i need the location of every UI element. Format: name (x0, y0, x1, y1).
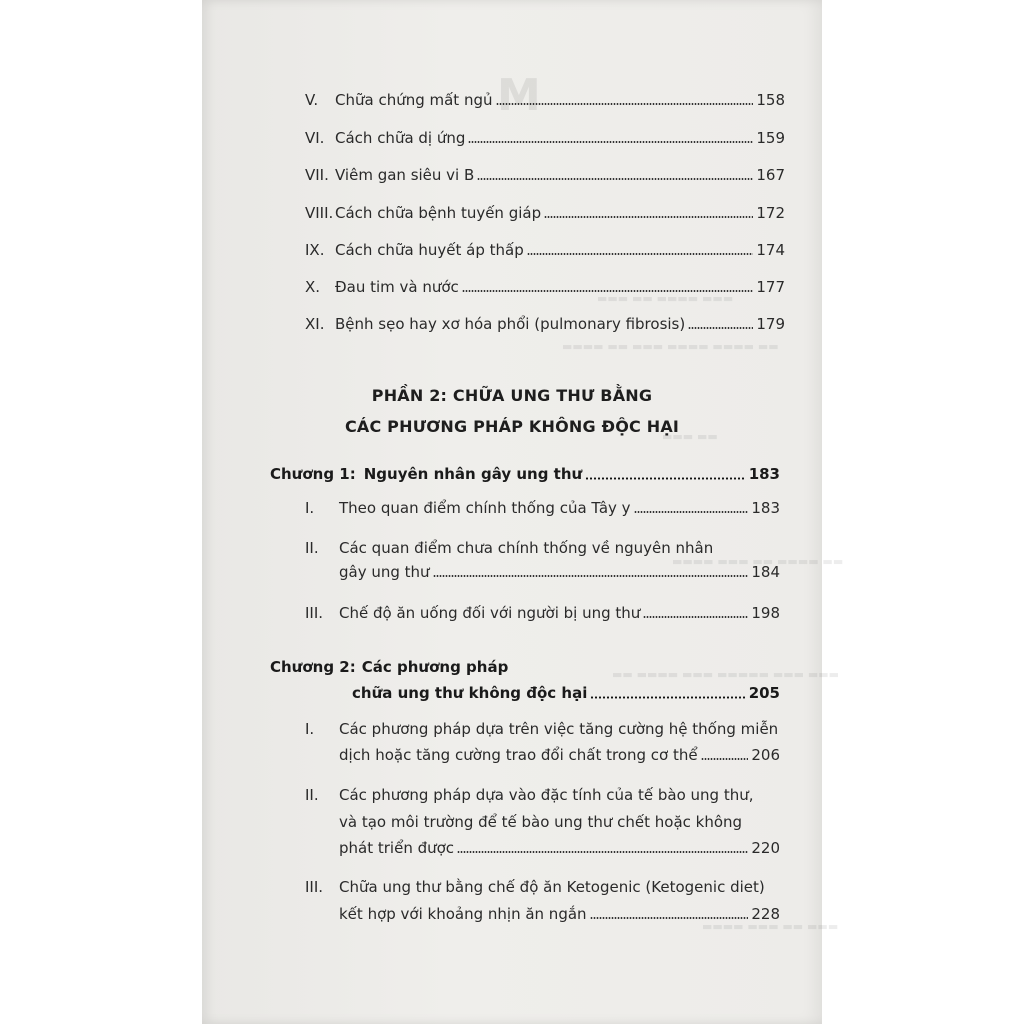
toc-entry[interactable] (305, 129, 785, 147)
toc-entry[interactable] (305, 91, 785, 109)
entry-page: 228 (751, 905, 780, 923)
dot-leader (643, 616, 748, 618)
toc-entry[interactable] (305, 315, 785, 333)
dot-leader (433, 575, 749, 577)
entry-title-continued: dịch hoặc tăng cường trao đổi chất trong cơ thể (339, 746, 698, 764)
entry-page: 184 (751, 563, 780, 581)
dot-leader (590, 696, 745, 699)
chapter-label: Chương 2: (270, 658, 356, 676)
entry-number: V. (305, 91, 319, 109)
entry-title: Các phương pháp dựa vào đặc tính của tế bào ung thư, (339, 786, 754, 804)
entry-title: Cách chữa dị ứng (335, 129, 466, 147)
entry-page: 174 (756, 241, 785, 259)
entry-title: Chế độ ăn uống đối với người bị ung thư (339, 604, 641, 622)
book-page (202, 0, 844, 1024)
entry-number: IX. (305, 241, 325, 259)
entry-page: 177 (756, 278, 785, 296)
toc-entry[interactable] (305, 499, 780, 517)
entry-title-first-line[interactable] (305, 878, 765, 896)
dot-leader (688, 327, 753, 329)
bleed-through-line: ▬▬▬ ▬▬ ▬▬▬▬ ▬▬▬ (597, 292, 734, 305)
entry-number: II. (305, 539, 319, 557)
entry-title-second-line: và tạo môi trường để tế bào ung thư chết hoặc không (339, 813, 743, 831)
entry-title-first-line[interactable] (305, 786, 753, 804)
bleed-through-line: ▬▬▬▬ ▬▬▬ ▬▬ ▬▬▬▬ ▬▬ (672, 555, 844, 568)
chapter-title: Nguyên nhân gây ung thư (363, 465, 583, 483)
entry-page: 159 (756, 129, 785, 147)
entry-title: Bệnh sẹo hay xơ hóa phổi (pulmonary fibrosis) (335, 315, 686, 333)
chapter-1-heading[interactable] (270, 465, 780, 483)
entry-page: 183 (751, 499, 780, 517)
entry-page: 158 (756, 91, 785, 109)
chapter-page: 183 (748, 465, 780, 483)
toc-entry[interactable] (305, 166, 785, 184)
entry-number: III. (305, 878, 324, 896)
entry-title: Các quan điểm chưa chính thống về nguyên nhân (339, 539, 714, 557)
toc-entry[interactable] (305, 604, 780, 622)
entry-page: 198 (751, 604, 780, 622)
part-heading-line1: PHẦN 2: CHỮA UNG THƯ BẰNG (371, 386, 653, 405)
toc-entry[interactable] (305, 204, 785, 222)
entry-title: Cách chữa huyết áp thấp (335, 241, 524, 259)
bleed-through-line: ▬▬▬ ▬▬ (662, 430, 718, 443)
dot-leader (590, 917, 749, 919)
entry-page: 167 (756, 166, 785, 184)
dot-leader (585, 477, 745, 480)
entry-title: Cách chữa bệnh tuyến giáp (335, 204, 542, 222)
entry-title-continued: phát triển được (339, 839, 455, 857)
bleed-through-mark: M (497, 70, 541, 121)
entry-number: I. (305, 720, 315, 738)
bleed-through-line: ▬▬▬▬ ▬▬▬ ▬▬ ▬▬▬ (702, 920, 839, 933)
entry-title: Theo quan điểm chính thống của Tây y (339, 499, 631, 517)
chapter-title: Các phương pháp (361, 658, 509, 676)
entry-number: I. (305, 499, 315, 517)
toc-entry-continuation[interactable] (339, 905, 780, 923)
entry-title: Chữa chứng mất ngủ (335, 91, 493, 109)
entry-title-first-line[interactable] (305, 539, 713, 557)
entry-number: VI. (305, 129, 325, 147)
chapter-page: 205 (748, 684, 780, 702)
dot-leader (544, 216, 753, 218)
entry-number: III. (305, 604, 324, 622)
entry-page: 172 (756, 204, 785, 222)
entry-number: X. (305, 278, 321, 296)
bleed-through-line: ▬▬ ▬▬▬▬ ▬▬▬ ▬▬▬▬▬ ▬▬▬ ▬▬▬ (612, 668, 840, 681)
toc-entry-continuation[interactable] (339, 746, 780, 764)
dot-leader (457, 851, 748, 853)
toc-entry[interactable] (305, 241, 785, 259)
entry-page: 220 (751, 839, 780, 857)
entry-title-first-line[interactable] (305, 720, 778, 738)
dot-leader (462, 290, 754, 292)
bleed-through-line: ▬▬▬▬ ▬▬ ▬▬▬ ▬▬▬▬ ▬▬▬▬ ▬▬ (562, 340, 779, 353)
entry-title: Các phương pháp dựa trên việc tăng cường hệ thống miễn (339, 720, 779, 738)
dot-leader (477, 178, 753, 180)
entry-number: VIII. (305, 204, 334, 222)
dot-leader (701, 758, 749, 760)
part-heading-line2: CÁC PHƯƠNG PHÁP KHÔNG ĐỘC HẠI (344, 417, 680, 436)
chapter-label: Chương 1: (270, 465, 356, 483)
entry-number: II. (305, 786, 319, 804)
entry-number: VII. (305, 166, 329, 184)
entry-page: 206 (751, 746, 780, 764)
chapter-title-continued: chữa ung thư không độc hại (352, 684, 588, 702)
toc-entry[interactable] (305, 278, 785, 296)
dot-leader (468, 141, 753, 143)
entry-title-continued: gây ung thư (339, 563, 430, 581)
entry-number: XI. (305, 315, 325, 333)
toc-entry-continuation[interactable] (339, 563, 780, 581)
dot-leader (496, 103, 754, 105)
entry-page: 179 (756, 315, 785, 333)
chapter-2-heading-continuation[interactable] (352, 684, 780, 702)
chapter-2-heading[interactable] (270, 658, 508, 676)
toc-entry-continuation[interactable] (339, 839, 780, 857)
entry-title: Đau tim và nước (335, 278, 459, 296)
entry-title: Viêm gan siêu vi B (335, 166, 475, 184)
dot-leader (527, 253, 754, 255)
dot-leader (634, 511, 749, 513)
entry-title-continued: kết hợp với khoảng nhịn ăn ngắn (339, 905, 587, 923)
entry-title: Chữa ung thư bằng chế độ ăn Ketogenic (Ketogenic diet) (339, 878, 765, 896)
